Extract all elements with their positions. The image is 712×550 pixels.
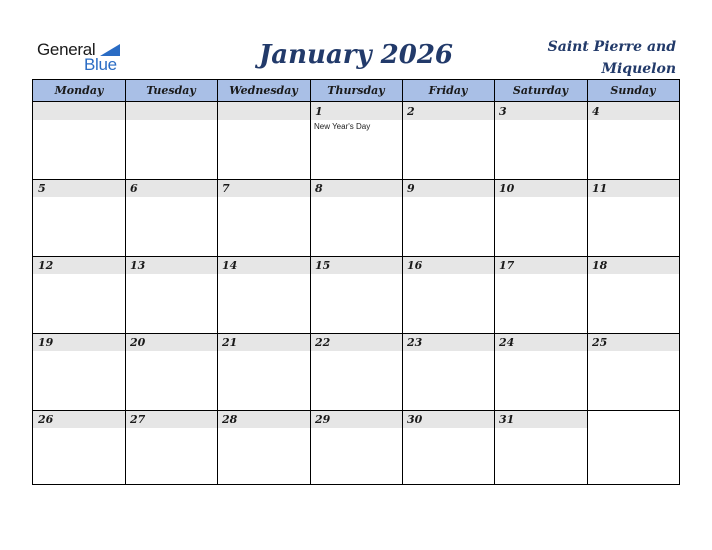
day-number: 9	[407, 182, 415, 195]
day-cell	[494, 102, 587, 179]
day-cell	[402, 179, 494, 256]
day-number: 13	[130, 259, 146, 272]
day-number: 7	[222, 182, 230, 195]
day-cell	[33, 179, 125, 256]
weekday-saturday: Saturday	[512, 84, 569, 97]
weekday-monday: Monday	[54, 84, 104, 97]
day-band	[125, 179, 217, 197]
column-divider	[125, 80, 126, 484]
day-number: 23	[407, 336, 423, 349]
day-band	[310, 102, 402, 120]
day-cell	[217, 256, 310, 333]
day-band	[33, 179, 125, 197]
column-divider	[310, 80, 311, 484]
day-number: 1	[315, 105, 323, 118]
day-number: 27	[130, 413, 146, 426]
day-cell	[310, 179, 402, 256]
day-cell	[217, 179, 310, 256]
day-cell	[310, 333, 402, 410]
day-cell	[33, 102, 125, 179]
day-band	[402, 102, 494, 120]
day-cell	[587, 256, 679, 333]
day-number: 17	[499, 259, 515, 272]
day-number: 30	[407, 413, 423, 426]
day-cell	[587, 410, 679, 484]
day-band	[33, 102, 125, 120]
row-divider	[33, 333, 679, 334]
day-number: 8	[315, 182, 323, 195]
day-number: 31	[499, 413, 515, 426]
day-cell	[310, 256, 402, 333]
weekday-thursday: Thursday	[327, 84, 385, 97]
day-number: 4	[592, 105, 600, 118]
day-cell	[402, 102, 494, 179]
day-number: 28	[222, 413, 238, 426]
holiday-label: New Year's Day	[314, 122, 371, 131]
day-cell	[217, 410, 310, 484]
calendar-grid	[32, 79, 680, 485]
day-number: 18	[592, 259, 608, 272]
day-cell	[402, 410, 494, 484]
weekday-header	[33, 80, 679, 102]
day-cell	[33, 333, 125, 410]
weekday-wednesday: Wednesday	[229, 84, 298, 97]
calendar-title: January 2026	[258, 40, 454, 70]
day-cell	[587, 102, 679, 179]
day-number: 14	[222, 259, 238, 272]
day-band	[125, 102, 217, 120]
row-divider	[33, 410, 679, 411]
logo-text-blue: Blue	[84, 55, 117, 74]
day-number: 16	[407, 259, 423, 272]
day-cell	[494, 333, 587, 410]
day-cell	[125, 256, 217, 333]
day-band	[587, 102, 679, 120]
day-number: 3	[499, 105, 507, 118]
weekday-sunday: Sunday	[610, 84, 656, 97]
column-divider	[587, 80, 588, 484]
column-divider	[402, 80, 403, 484]
day-number: 20	[130, 336, 146, 349]
day-band	[494, 102, 587, 120]
day-cell	[310, 410, 402, 484]
row-divider	[33, 179, 679, 180]
day-number: 10	[499, 182, 515, 195]
weekday-friday: Friday	[428, 84, 468, 97]
day-number: 25	[592, 336, 608, 349]
day-number: 11	[592, 182, 608, 195]
row-divider	[33, 256, 679, 257]
day-cell	[125, 179, 217, 256]
day-number: 12	[38, 259, 54, 272]
day-band	[217, 102, 310, 120]
day-cell	[217, 102, 310, 179]
day-band	[217, 179, 310, 197]
day-cell	[402, 256, 494, 333]
weekday-tuesday: Tuesday	[146, 84, 196, 97]
day-cell	[125, 102, 217, 179]
day-cell	[494, 179, 587, 256]
day-cell	[310, 102, 402, 179]
column-divider	[217, 80, 218, 484]
day-cell	[33, 410, 125, 484]
logo-text-general: General	[37, 40, 96, 59]
day-number: 29	[315, 413, 331, 426]
day-cell	[125, 410, 217, 484]
day-cell	[587, 179, 679, 256]
day-band	[310, 179, 402, 197]
day-number: 21	[222, 336, 238, 349]
day-cell	[494, 410, 587, 484]
day-cell	[587, 333, 679, 410]
day-cell	[402, 333, 494, 410]
day-number: 15	[315, 259, 331, 272]
day-cell	[494, 256, 587, 333]
region-name: Saint Pierre and Miquelon	[547, 39, 676, 77]
day-number: 2	[407, 105, 415, 118]
day-band	[402, 179, 494, 197]
column-divider	[494, 80, 495, 484]
day-cell	[217, 333, 310, 410]
day-number: 19	[38, 336, 54, 349]
day-number: 22	[315, 336, 331, 349]
day-number: 6	[130, 182, 138, 195]
day-number: 26	[38, 413, 54, 426]
day-number: 5	[38, 182, 46, 195]
day-cell	[125, 333, 217, 410]
day-cell	[33, 256, 125, 333]
day-number: 24	[499, 336, 515, 349]
